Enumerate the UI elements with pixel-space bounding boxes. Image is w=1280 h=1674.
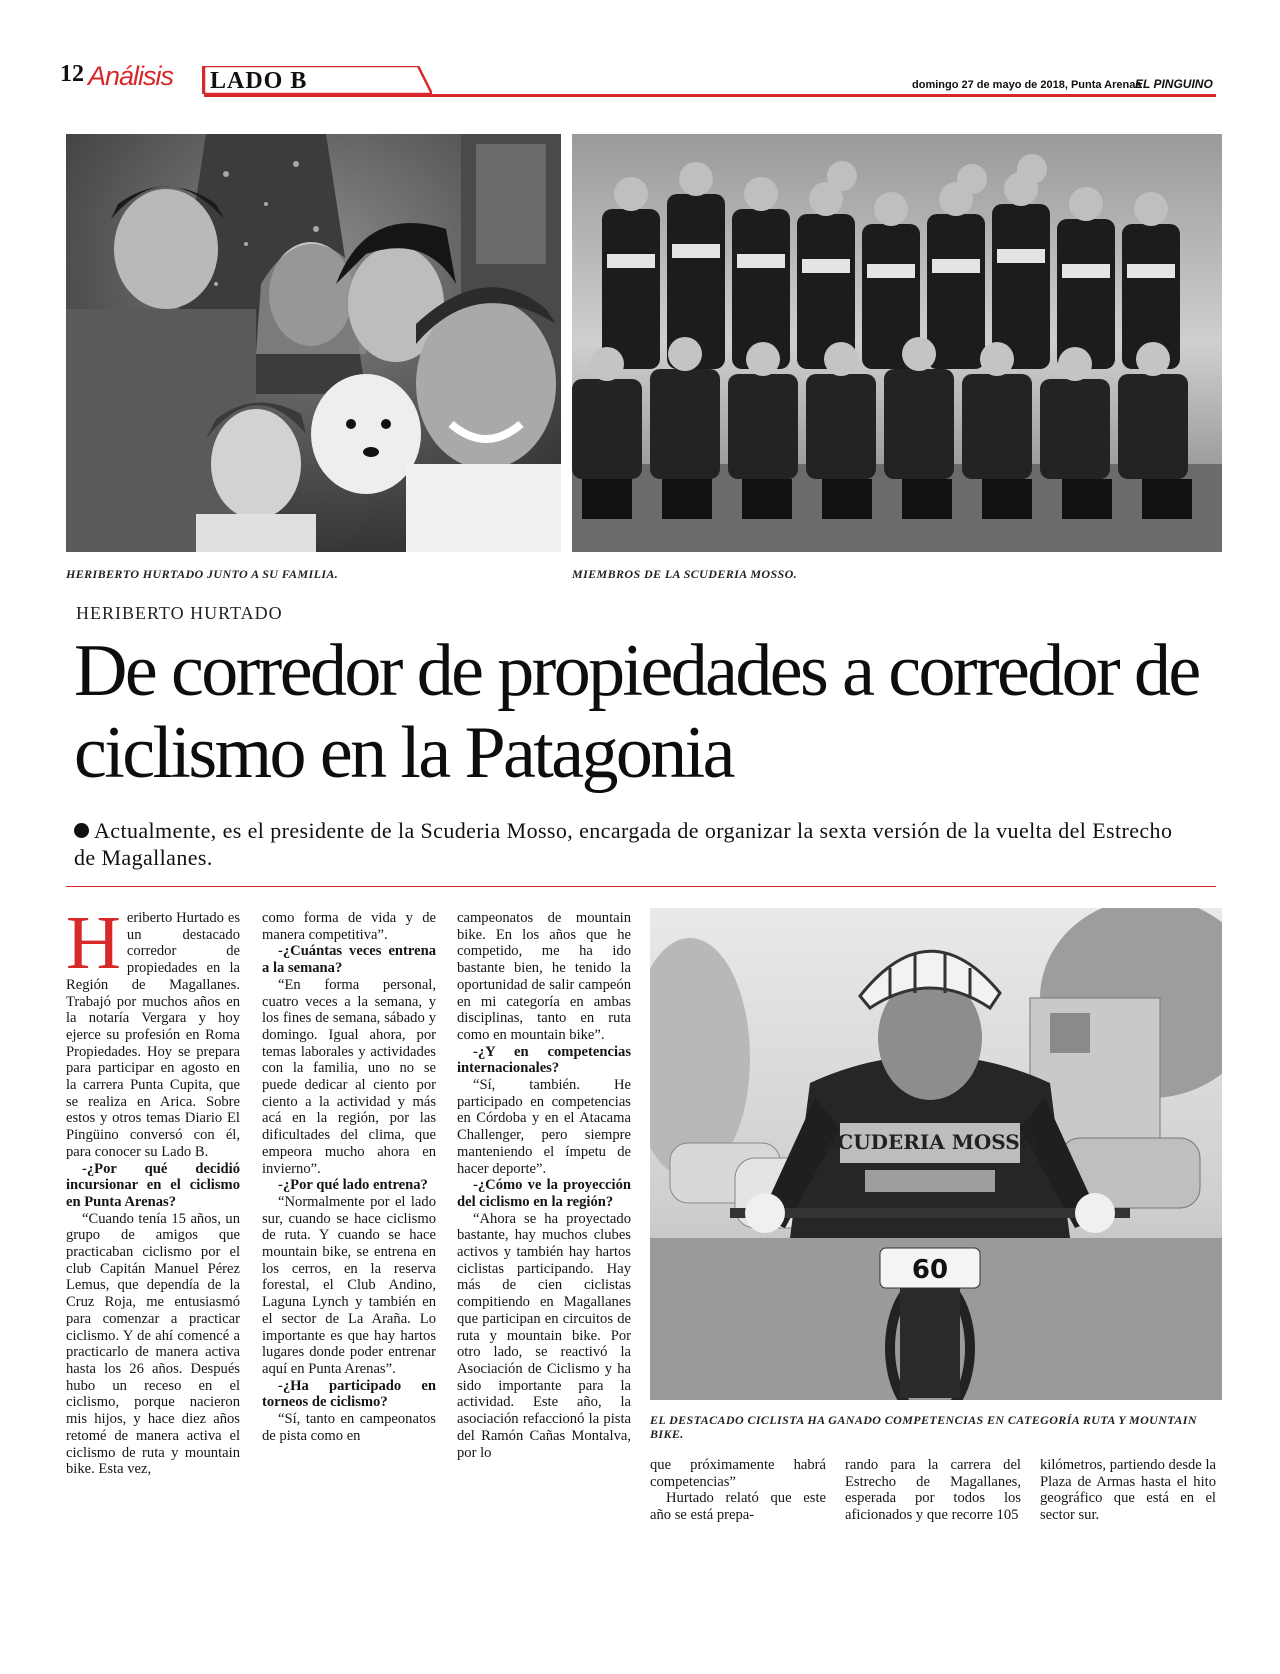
- interview-answer: “Cuando tenía 15 años, un grupo de amigos que practicaban ciclismo por el club Capitán Manuel Pérez Lemus, que dependía de la Cruz Roja, me entusiasmó para comenzar a practicar ciclismo. Y de ahí comencé a practicarlo de manera activa hasta los 26 años. Después hubo un receso en el ciclismo, porque nacieron mis hijos, y hace diez años retomé de manera activa el ciclismo de ruta y mountain bike. Esta vez,: [66, 1210, 240, 1478]
- lead-paragraph: eriberto Hurtado es un destacado corredor de propiedades en la Región de Magallanes. Trabajó por muchos años en la notaría Vergara y hoy ejerce su profesión en Roma Propiedades. Hoy se prepara para participar en agosto en la carrera Punta Cupita, que se realiza en Arica. Sobre estos y otros temas Diario El Pingüino conversó con él, para conocer su Lado B.: [66, 910, 240, 1160]
- family-photo: [66, 134, 561, 552]
- interview-answer: “En forma personal, cuatro veces a la semana, y los fines de semana, sábado y domingo. Igual ahora, por temas laborales y actividades con la familia, uno no se puede dedicar al ciento por ciento a la actividad y más acá en la región, por las dificultades del clima, que empeora mucho ahora en invierno”.: [262, 976, 436, 1177]
- bullet-icon: [74, 823, 89, 838]
- paragraph: como forma de vida y de manera competitiva”.: [262, 910, 436, 943]
- article-deck: [74, 817, 1194, 871]
- interview-question: -¿Cómo ve la proyección del ciclismo en la región?: [457, 1177, 631, 1210]
- interview-answer: “Normalmente por el lado sur, cuando se hace ciclismo de ruta. Y cuando se hace mountain bike, se entrena en los cerros, en la reserva forestal, el Club Andino, Laguna Lynch y también en el sector de La Araña. Lo importante es que hay hartos lugares donde poder entrenar aquí en Punta Arenas”.: [262, 1193, 436, 1377]
- interview-answer: “Sí, también. He participado en competencias en Córdoba y en el Atacama Challenger, pero siempre manteniendo el ímpetu de hacer deporte”.: [457, 1077, 631, 1177]
- page-number: 12: [60, 61, 84, 87]
- section-divider: [202, 66, 204, 94]
- interview-question: -¿Por qué decidió incursionar en el ciclismo en Punta Arenas?: [66, 1160, 240, 1210]
- paragraph: kilómetros, partiendo desde la Plaza de Armas hasta el hito geográfico que está en el sector sur.: [1040, 1457, 1216, 1524]
- newspaper-name: EL PINGUINO: [1135, 77, 1213, 91]
- interview-answer: “Sí, tanto en campeonatos de pista como en: [262, 1411, 436, 1444]
- article-column-4: [650, 1457, 826, 1524]
- article-column-5: [845, 1457, 1021, 1524]
- drop-cap: H: [66, 901, 121, 985]
- bib-number: 60: [911, 1255, 949, 1285]
- article-headline: De corredor de propiedades a corredor de ciclismo en la Patagonia: [74, 630, 1199, 794]
- header-rule: [204, 94, 1216, 97]
- article-column-3: [457, 910, 631, 1461]
- interview-question: -¿Cuántas veces entrena a la semana?: [262, 943, 436, 977]
- interview-question: -¿Ha participado en torneos de ciclismo?: [262, 1377, 436, 1411]
- article-column-1: [66, 901, 240, 1478]
- deck-text: Actualmente, es el presidente de la Scuderia Mosso, encargada de organizar la sexta versión de la vuelta del Estrecho de Magallanes.: [74, 818, 1173, 870]
- paragraph: que próximamente habrá competencias”: [650, 1457, 826, 1490]
- cyclist-photo-caption: EL DESTACADO CICLISTA HA GANADO COMPETENCIAS EN CATEGORÍA RUTA Y MOUNTAIN BIKE.: [650, 1413, 1197, 1441]
- family-photo-caption: HERIBERTO HURTADO JUNTO A SU FAMILIA.: [66, 567, 339, 581]
- interview-answer: “Ahora se ha proyectado bastante, hay muchos clubes activos y también hay hartos ciclistas participando. Hay más de cien ciclistas compitiendo en Magallanes que participan en circuitos de ruta y mountain bike. Por otro lado, se reactivó la Asociación de Ciclismo y ha sido importante para la actividad. Este año, la asociación refaccionó la pista del Ramón Cañas Montalva, por lo: [457, 1210, 631, 1461]
- article-column-6: [1040, 1457, 1216, 1524]
- paragraph: campeonatos de mountain bike. En los años que he competido, me ha ido bastante bien, he tenido la oportunidad de salir campeón en mi categoría en ambas disciplinas, tanto en ruta como en mountain bike”.: [457, 910, 631, 1043]
- dateline: domingo 27 de mayo de 2018, Punta Arenas: [912, 79, 1142, 91]
- team-photo-caption: MIEMBROS DE LA SCUDERIA MOSSO.: [572, 567, 798, 581]
- interview-question: -¿Por qué lado entrena?: [278, 1177, 428, 1194]
- article-kicker: HERIBERTO HURTADO: [76, 603, 283, 623]
- team-photo: [572, 134, 1222, 552]
- section-label: Análisis: [88, 61, 174, 91]
- paragraph: rando para la carrera del Estrecho de Magallanes, esperada por todos los aficionados y que recorre 105: [845, 1457, 1021, 1524]
- subsection-label: LADO B: [210, 68, 308, 94]
- article-column-2: [262, 910, 436, 1445]
- cyclist-photo: [650, 908, 1222, 1400]
- interview-answer: Hurtado relató que este año se está prepa-: [650, 1490, 826, 1524]
- interview-question: -¿Y en competencias internacionales?: [457, 1043, 631, 1077]
- jersey-text: SCUDERIA MOSSO: [822, 1130, 1038, 1154]
- deck-rule: [66, 886, 1216, 887]
